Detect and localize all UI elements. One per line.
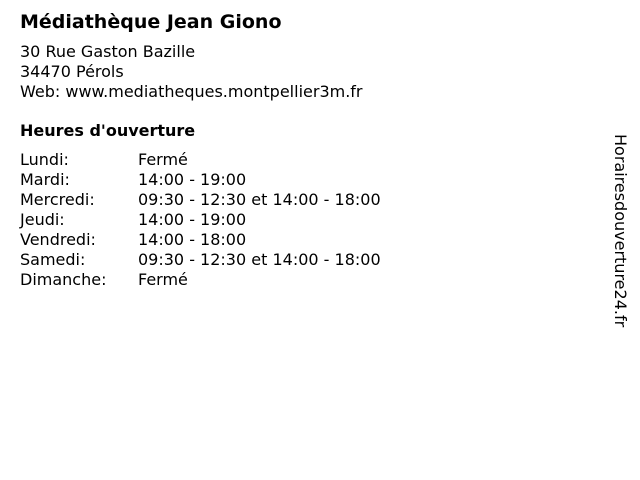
site-watermark: [610, 134, 630, 344]
day-label: Dimanche:: [20, 270, 107, 289]
website-line: Web: www.mediatheques.montpellier3m.fr: [20, 82, 363, 101]
hours-row-monday: [20, 150, 381, 170]
day-label: Lundi:: [20, 150, 69, 169]
hours-row-tuesday: [20, 170, 381, 190]
hours-row-saturday: [20, 250, 381, 270]
hours-value: 14:00 - 19:00: [138, 170, 247, 189]
day-label: Vendredi:: [20, 230, 96, 249]
hours-row-thursday: [20, 210, 381, 230]
opening-hours-heading: Heures d'ouverture: [20, 121, 196, 140]
hours-row-wednesday: [20, 190, 381, 210]
day-label: Jeudi:: [20, 210, 65, 229]
hours-row-friday: [20, 230, 381, 250]
venue-card: [20, 10, 381, 290]
hours-row-sunday: [20, 270, 381, 290]
hours-value: Fermé: [138, 150, 188, 169]
day-label: Mercredi:: [20, 190, 95, 209]
day-label: Mardi:: [20, 170, 70, 189]
hours-value: Fermé: [138, 270, 188, 289]
watermark-text: Horairesdouverture24.fr: [611, 134, 630, 328]
hours-value: 09:30 - 12:30 et 14:00 - 18:00: [138, 190, 381, 209]
venue-title: Médiathèque Jean Giono: [20, 11, 282, 33]
opening-hours-table: [20, 150, 381, 290]
address-line-1: 30 Rue Gaston Bazille: [20, 42, 196, 61]
hours-value: 14:00 - 19:00: [138, 210, 247, 229]
day-label: Samedi:: [20, 250, 86, 269]
hours-value: 09:30 - 12:30 et 14:00 - 18:00: [138, 250, 381, 269]
address-line-2: 34470 Pérols: [20, 62, 124, 81]
hours-value: 14:00 - 18:00: [138, 230, 247, 249]
